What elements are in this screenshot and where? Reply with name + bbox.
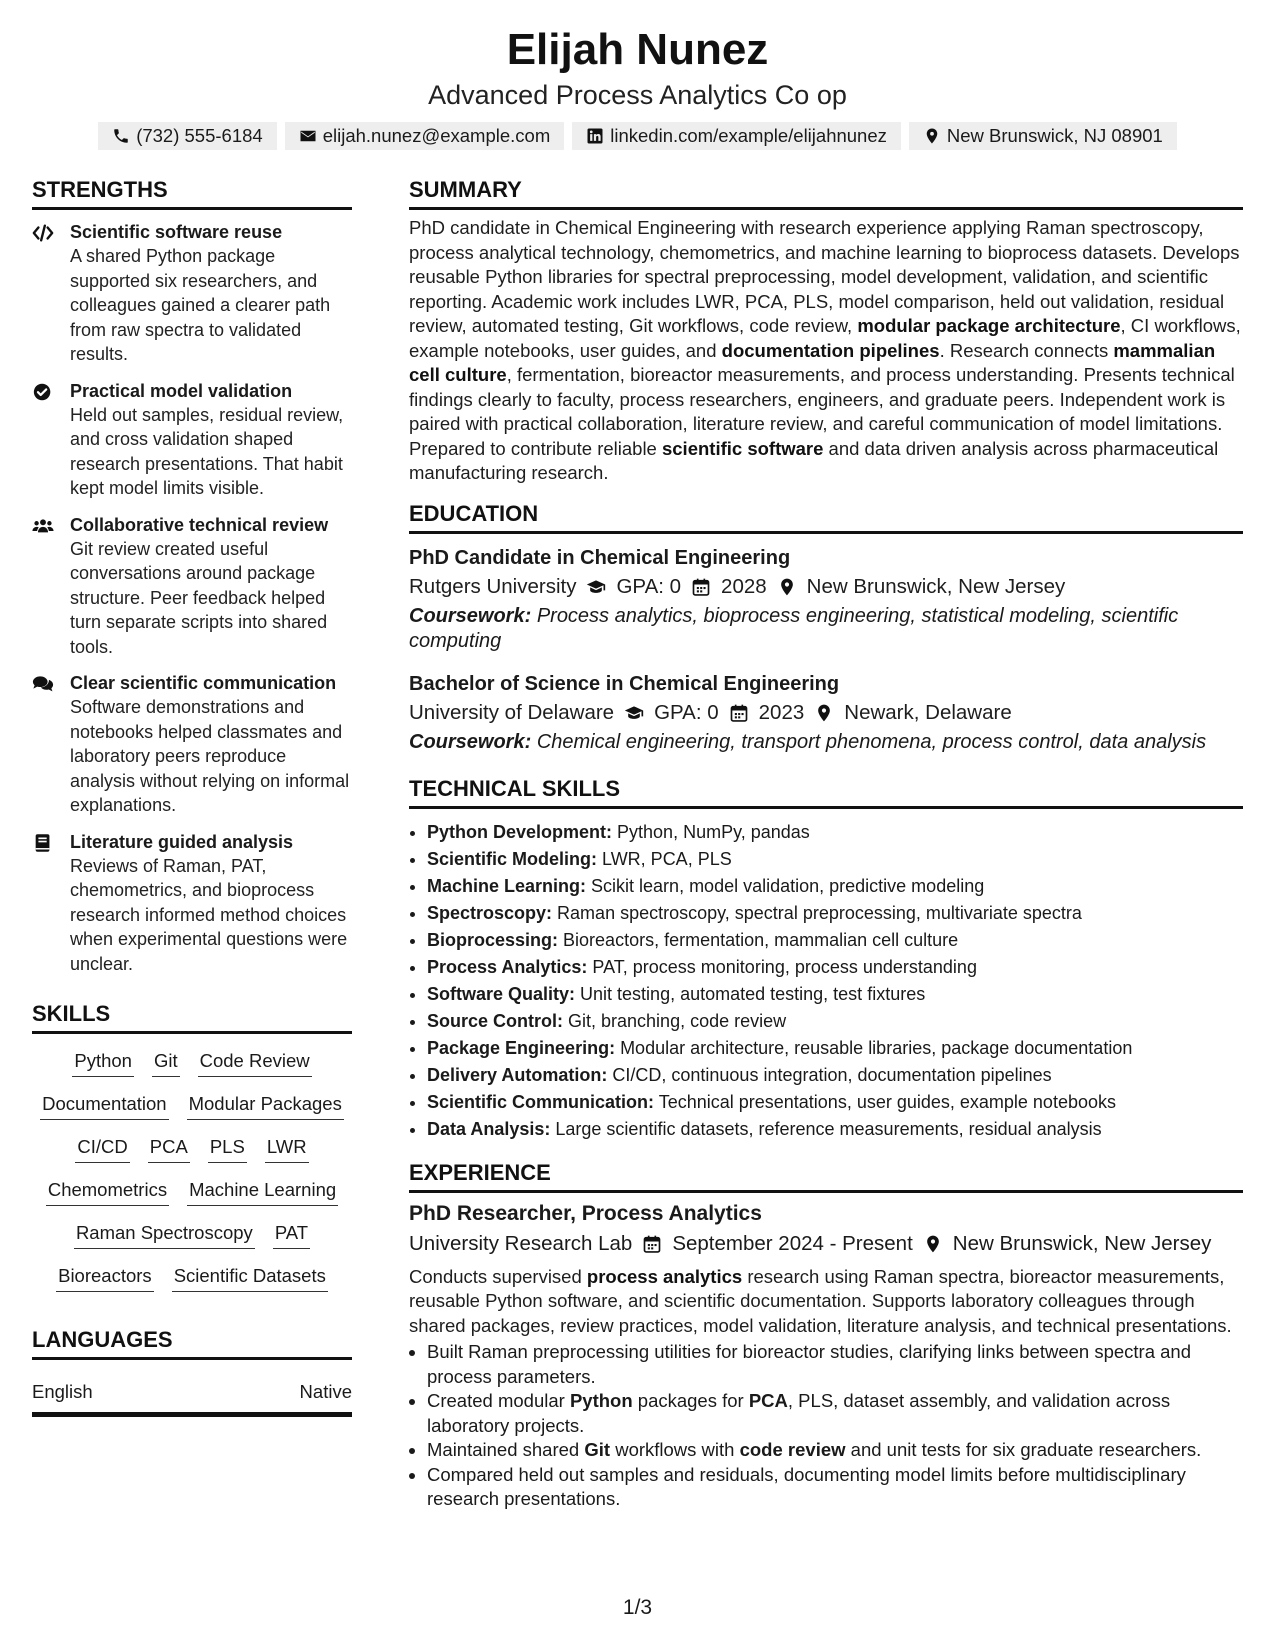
book-icon [32,833,54,853]
skill-values: CI/CD, continuous integration, documentation pipelines [607,1064,1052,1085]
education-entry [409,670,1243,755]
coursework-text: Process analytics, bioprocess engineering, statistical modeling, scientific computing [409,604,1179,652]
calendar-icon [642,1234,662,1254]
strength-desc: Software demonstrations and notebooks helped classmates and laboratory peers reproduce analysis without relying on informal explanations. [70,697,350,815]
experience-entry [409,1199,1243,1512]
education-meta [409,572,1243,602]
text-run: . Research connects [939,339,1114,361]
technical-skill-item [427,1035,1243,1062]
text-run: , CI workflows, example notebooks, user guides, and [409,315,1241,361]
language-name: English [32,1381,93,1402]
text-run: , fermentation, bioreactor measurements, and process understanding. Presents technical findings clearly to faculty, process researchers, engineers, and graduate peers. Independent work is paired with practical collaboration, literature review, and careful communication of model limitations. Prepared to contribute reliable [409,364,1235,459]
skill-category: Source Control: [427,1010,564,1031]
resume-header [0,22,1275,150]
strength-item [32,513,352,660]
contact-linkedin[interactable] [572,122,901,150]
skill-values: LWR, PCA, PLS [597,848,732,869]
strength-desc: A shared Python package supported six researchers, and colleagues gained a clearer path from raw spectra to validated results. [70,246,331,364]
coursework-text: Chemical engineering, transport phenomena, process control, data analysis [536,730,1207,753]
bold-text: documentation pipelines [721,339,940,361]
technical-skill-item [427,819,1243,846]
skill-tag: Documentation [40,1091,168,1120]
text-run: Conducts supervised [409,1265,587,1287]
contact-phone[interactable] [98,122,277,150]
skills-heading: SKILLS [32,1000,352,1034]
skill-category: Machine Learning: [427,875,587,896]
summary-heading: SUMMARY [409,176,1243,210]
coursework [409,730,1243,755]
text-run: Created modular [427,1390,570,1411]
candidate-headline: Advanced Process Analytics Co op [428,80,847,110]
skills-tags [32,1048,352,1292]
envelope-icon [299,127,317,145]
bold-text: modular package architecture [857,315,1121,336]
skill-tag: PAT [273,1220,310,1249]
bold-text: scientific software [661,437,824,459]
technical-skill-item [427,1008,1243,1035]
skill-category: Scientific Modeling: [427,848,598,869]
coursework-label: Coursework: [409,730,532,753]
contact-location [909,122,1177,150]
strength-title: Scientific software reuse [70,222,283,242]
school-name: University of Delaware [409,700,615,724]
strengths-heading: STRENGTHS [32,176,352,210]
gpa: GPA: 0 [616,574,682,598]
skill-tag: CI/CD [75,1134,129,1163]
employer: University Research Lab [409,1231,633,1255]
skill-values: Scikit learn, model validation, predictive modeling [586,875,985,896]
skill-category: Process Analytics: [427,956,588,977]
map-pin-icon [814,703,834,723]
job-bullets [409,1340,1243,1512]
skill-tag: LWR [265,1134,309,1163]
strength-title: Literature guided analysis [70,831,294,852]
phone-icon [112,127,130,145]
job-bullet [427,1340,1243,1389]
technical-skill-item [427,1116,1243,1143]
language-row [32,1378,352,1417]
skill-values: PAT, process monitoring, process understanding [587,956,977,977]
skill-category: Scientific Communication: [427,1091,655,1112]
school-location: New Brunswick, New Jersey [806,574,1066,598]
job-title: PhD Researcher, Process Analytics [409,1201,762,1225]
skill-category: Delivery Automation: [427,1064,608,1085]
technical-skill-item [427,927,1243,954]
experience-heading: EXPERIENCE [409,1159,1243,1193]
skill-category: Package Engineering: [427,1037,616,1058]
degree-title: PhD Candidate in Chemical Engineering [409,546,791,569]
skill-tag: Machine Learning [187,1177,338,1206]
education-entry [409,544,1243,654]
text-run: packages for [632,1390,749,1411]
education-heading: EDUCATION [409,500,1243,534]
text-run: Built Raman preprocessing utilities for bioreactor studies, clarifying links between spectra and process parameters. [427,1341,1192,1387]
technical-skills-list [409,819,1243,1143]
map-pin-icon [777,577,797,597]
skill-category: Software Quality: [427,983,576,1004]
skill-category: Spectroscopy: [427,902,553,923]
text-run: and unit tests for six graduate researchers. [845,1439,1202,1460]
bold-text: process analytics [586,1265,743,1287]
skill-tag: Modular Packages [187,1091,344,1120]
skill-category: Bioprocessing: [427,929,559,950]
summary-text [409,216,1243,486]
bold-text: Python [569,1390,633,1411]
skill-values: Python, NumPy, pandas [612,821,810,842]
text-run: workflows with [610,1439,740,1460]
bold-text: PCA [748,1390,788,1411]
skill-tag: Python [72,1048,134,1077]
skill-values: Large scientific datasets, reference measurements, residual analysis [550,1118,1102,1139]
strengths-list [32,220,352,976]
skill-tag: Scientific Datasets [172,1263,328,1292]
job-summary [409,1265,1243,1339]
graduation-year: 2023 [758,700,805,724]
strength-title: Collaborative technical review [70,514,329,535]
technical-skill-item [427,900,1243,927]
job-dates: September 2024 - Present [672,1231,913,1255]
strength-desc: Held out samples, residual review, and cross validation shaped research presentations. That habit kept model limits visible. [70,404,344,498]
contact-location-text: New Brunswick, NJ 08901 [946,125,1163,146]
education-meta [409,698,1243,728]
school-location: Newark, Delaware [844,700,1012,724]
skill-tag: Code Review [198,1048,312,1077]
skill-category: Data Analysis: [427,1118,551,1139]
text-run: and data driven analysis across pharmaceutical manufacturing research. [409,437,1219,483]
check-circle-icon [32,382,54,402]
text-run: Compared held out samples and residuals, documenting model limits before multidisciplinary research presentations. [427,1463,1186,1509]
skill-values: Unit testing, automated testing, test fixtures [575,983,926,1004]
technical-skill-item [427,1062,1243,1089]
gpa: GPA: 0 [654,700,719,724]
text-run: , PLS, dataset assembly, and validation across laboratory projects. [427,1390,1171,1436]
graduation-cap-icon [624,703,644,723]
left-column [32,176,352,1417]
skill-tag: PCA [148,1134,190,1163]
candidate-name: Elijah Nunez [506,25,769,74]
technical-skill-item [427,873,1243,900]
coursework-label: Coursework: [409,604,532,627]
skill-values: Bioreactors, fermentation, mammalian cell culture [558,929,959,950]
contact-bar [0,122,1275,150]
contact-email[interactable] [285,122,565,150]
page-number: 1/3 [622,1596,653,1619]
job-bullet [427,1438,1243,1463]
job-meta [409,1229,1243,1259]
map-pin-icon [923,127,941,145]
graduation-cap-icon [586,577,606,597]
calendar-icon [691,577,711,597]
school-name: Rutgers University [409,574,577,598]
technical-skill-item [427,981,1243,1008]
users-icon [32,516,54,536]
map-pin-icon [923,1234,943,1254]
strength-desc: Git review created useful conversations around package structure. Peer feedback helped turn separate scripts into shared tools. [70,538,328,657]
skill-values: Git, branching, code review [563,1010,787,1031]
coursework [409,604,1243,654]
bold-text: Git [584,1439,611,1460]
technical-skill-item [427,846,1243,873]
skill-tag: Chemometrics [46,1177,169,1206]
technical-skills-heading: TECHNICAL SKILLS [409,775,1243,809]
linkedin-icon [586,127,604,145]
text-run: PhD candidate in Chemical Engineering with research experience applying Raman spectroscopy, process analytical technology, chemometrics, and machine learning to bioprocess datasets. Develops reusable Python libraries for spectral preprocessing, model development, validation, and scientific reporting. Academic work includes LWR, PCA, PLS, model comparison, held out validation, residual review, automated testing, Git workflows, code review, [409,217,1240,336]
skill-tag: PLS [208,1134,247,1163]
degree-title: Bachelor of Science in Chemical Engineering [409,672,840,695]
strength-item [32,220,352,367]
skill-category: Python Development: [427,821,613,842]
skill-values: Raman spectroscopy, spectral preprocessing, multivariate spectra [552,902,1082,923]
languages-heading: LANGUAGES [32,1326,352,1360]
strength-item [32,671,352,818]
strength-desc: Reviews of Raman, PAT, chemometrics, and bioprocess research informed method choices when experimental questions were unclear. [70,855,348,974]
text-run: Maintained shared [427,1439,585,1460]
job-bullet [427,1463,1243,1512]
skill-tag: Bioreactors [56,1263,154,1292]
bold-text: mammalian cell culture [409,339,1216,385]
strength-item [32,379,352,501]
calendar-icon [729,703,749,723]
job-bullet [427,1389,1243,1438]
strength-title: Practical model validation [70,380,293,401]
skill-tag: Raman Spectroscopy [74,1220,255,1249]
job-location: New Brunswick, New Jersey [952,1231,1212,1255]
technical-skill-item [427,954,1243,981]
text-run: research using Raman spectra, bioreactor measurements, reusable Python software, and scientific documentation. Supports laboratory colleagues through shared packages, review practices, model validation, literature analysis, and technical presentations. [409,1265,1232,1336]
contact-phone-text: (732) 555-6184 [136,125,263,146]
bold-text: code review [739,1439,846,1460]
language-level: Native [299,1381,352,1402]
skill-values: Technical presentations, user guides, example notebooks [654,1091,1116,1112]
contact-email-text: elijah.nunez@example.com [322,125,551,146]
skill-values: Modular architecture, reusable libraries, package documentation [615,1037,1133,1058]
graduation-year: 2028 [721,574,767,598]
comments-icon [32,674,54,694]
contact-linkedin-text: linkedin.com/example/elijahnunez [610,125,887,146]
strength-item [32,830,352,977]
skill-tag: Git [152,1048,180,1077]
technical-skill-item [427,1089,1243,1116]
strength-title: Clear scientific communication [70,673,337,693]
code-icon [32,223,54,243]
right-column [409,176,1243,1512]
